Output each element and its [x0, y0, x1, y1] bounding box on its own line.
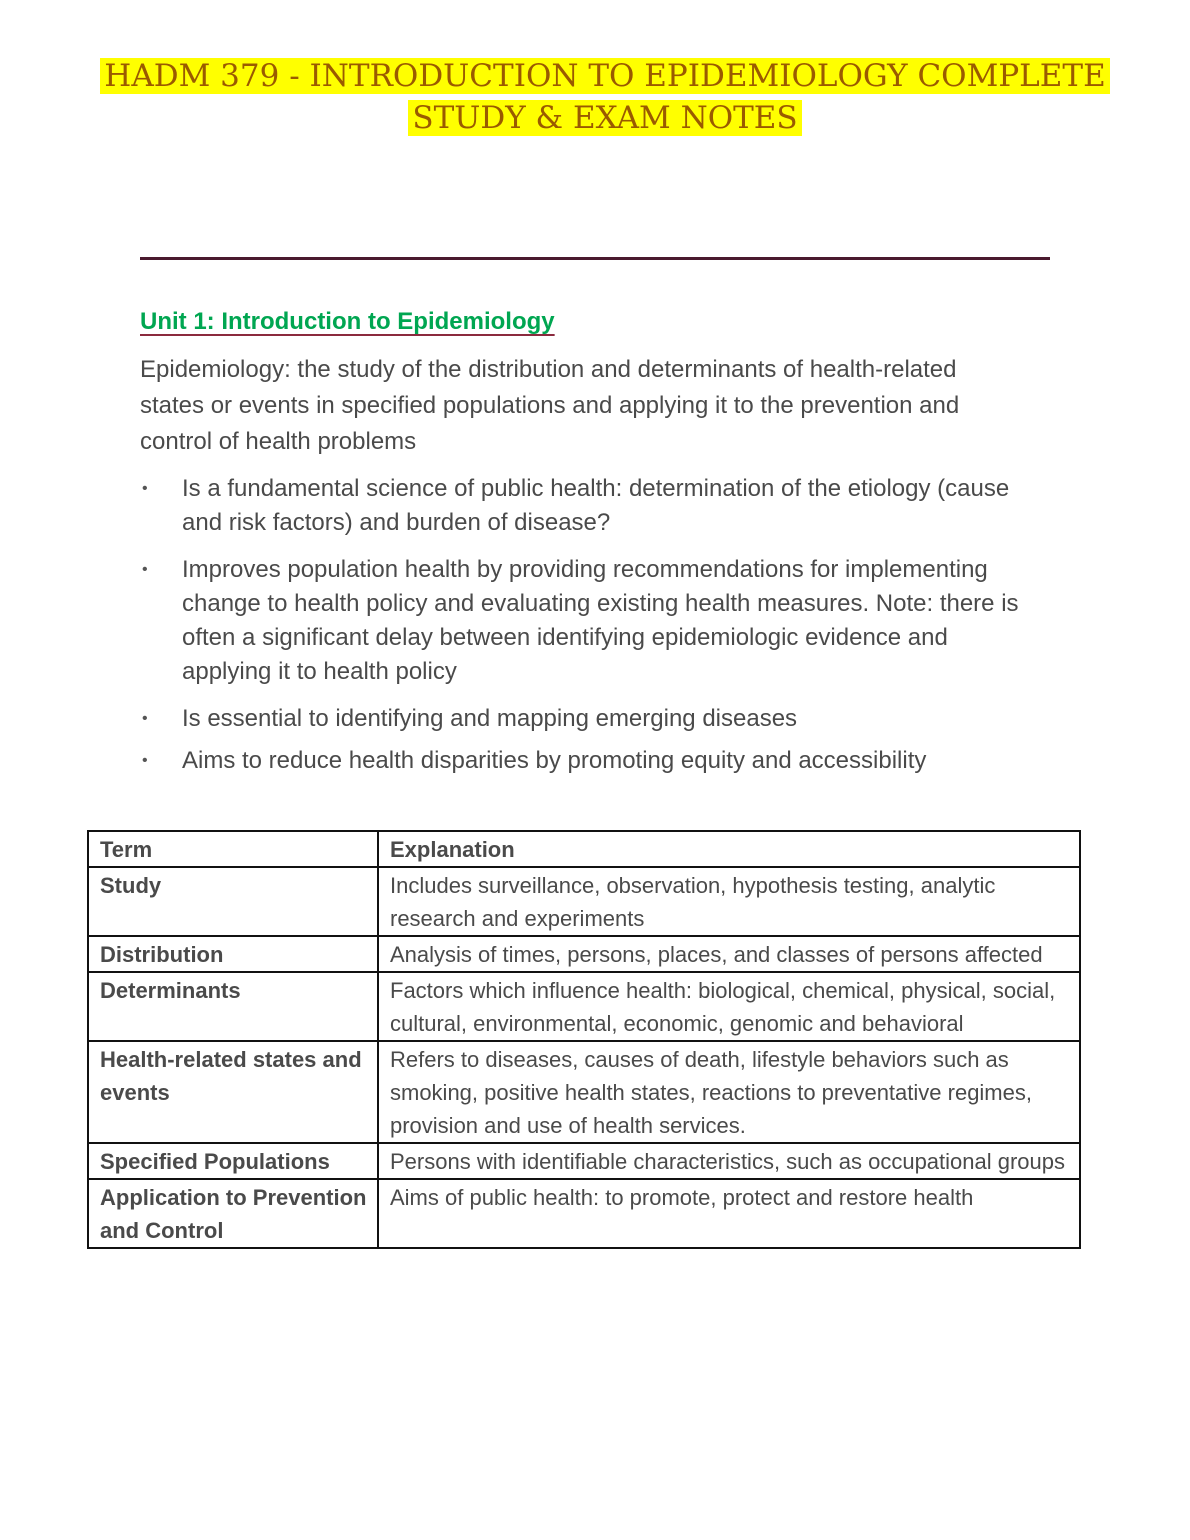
title-line-2: STUDY & EXAM NOTES: [408, 100, 801, 136]
explanation-cell: Persons with identifiable characteristics, such as occupational groups: [378, 1143, 1080, 1179]
term-cell: Determinants: [88, 972, 378, 1041]
term-cell: Specified Populations: [88, 1143, 378, 1179]
term-cell: Health-related states and events: [88, 1041, 378, 1143]
title-line-1: HADM 379 - INTRODUCTION TO EPIDEMIOLOGY COMPLETE: [100, 58, 1109, 94]
explanation-cell: Includes surveillance, observation, hypothesis testing, analytic research and experiments: [378, 867, 1080, 936]
explanation-cell: Refers to diseases, causes of death, lifestyle behaviors such as smoking, positive health states, reactions to preventative regimes, provision and use of health services.: [378, 1041, 1080, 1143]
bullet-icon: •: [142, 710, 148, 727]
horizontal-divider: [140, 257, 1050, 260]
table-row: [88, 1179, 1080, 1248]
table-row: [88, 972, 1080, 1041]
list-item: [140, 472, 1040, 540]
term-cell: Study: [88, 867, 378, 936]
document-title: [80, 55, 1130, 139]
bullet-icon: •: [142, 480, 148, 497]
table-header-row: [88, 831, 1080, 867]
table-row: [88, 1143, 1080, 1179]
bullet-icon: •: [142, 561, 148, 578]
list-item: [140, 702, 1040, 736]
bullet-icon: •: [142, 752, 148, 769]
table-row: [88, 867, 1080, 936]
explanation-cell: Factors which influence health: biological, chemical, physical, social, cultural, environmental, economic, genomic and behavioral: [378, 972, 1080, 1041]
bullet-list: [140, 472, 1040, 791]
bullet-text: Aims to reduce health disparities by promoting equity and accessibility: [182, 747, 927, 774]
list-item: [140, 744, 1040, 778]
table-row: [88, 1041, 1080, 1143]
term-cell: Application to Prevention and Control: [88, 1179, 378, 1248]
bullet-text: Is a fundamental science of public health: determination of the etiology (cause and risk factors) and burden of disease?: [182, 475, 1010, 536]
table-row: [88, 936, 1080, 972]
bullet-text: Improves population health by providing recommendations for implementing change to health policy and evaluating existing health measures. Note: there is often a significant delay between identifying epidemiologic evidence and applying it to health policy: [182, 556, 1019, 685]
term-cell: Distribution: [88, 936, 378, 972]
explanation-cell: Analysis of times, persons, places, and classes of persons affected: [378, 936, 1080, 972]
bullet-text: Is essential to identifying and mapping emerging diseases: [182, 705, 798, 732]
definition-paragraph: Epidemiology: the study of the distribution and determinants of health-related states or events in specified populations and applying it to the prevention and control of health problems: [140, 356, 960, 455]
column-header-explanation: Explanation: [378, 831, 1080, 867]
column-header-term: Term: [88, 831, 378, 867]
explanation-cell: Aims of public health: to promote, protect and restore health: [378, 1179, 1080, 1248]
terms-table: [87, 830, 1081, 1249]
unit-heading: Unit 1: Introduction to Epidemiology: [140, 308, 555, 335]
list-item: [140, 553, 1040, 689]
